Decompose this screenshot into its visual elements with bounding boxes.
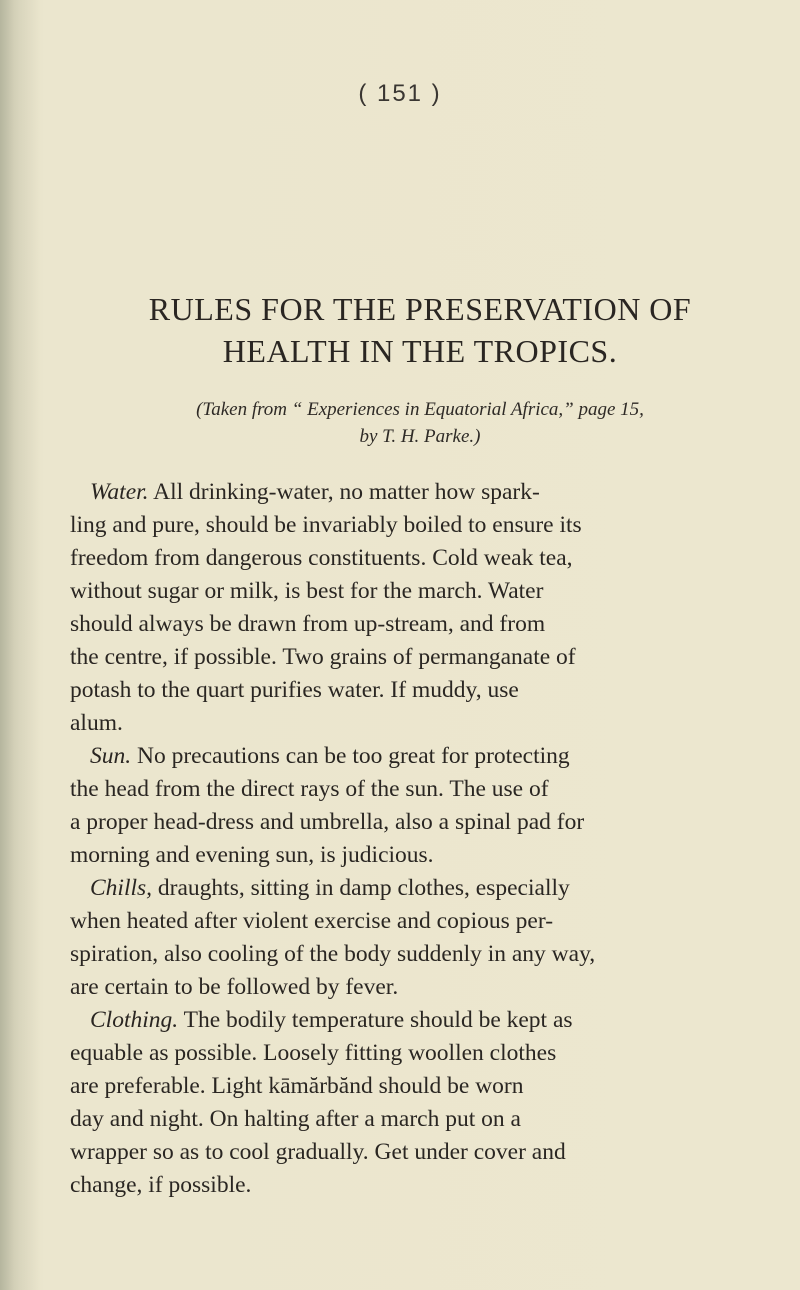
paragraph-line — [70, 1004, 770, 1037]
paragraph-line: spiration, also cooling of the body suddenly in any way, — [70, 941, 596, 967]
body-text — [70, 476, 770, 1202]
paragraph-chills — [70, 872, 770, 1004]
title-line-2: HEALTH IN THE TROPICS. — [222, 333, 618, 369]
paragraph-lead: Water. — [90, 479, 149, 505]
source-line-2: by T. H. Parke.) — [359, 426, 481, 447]
paragraph-line: should always be drawn from up-stream, and from — [70, 611, 546, 637]
page-title — [60, 288, 780, 372]
paragraph-line: day and night. On halting after a march put on a — [70, 1106, 521, 1132]
paragraph-line: morning and evening sun, is judicious. — [70, 842, 434, 868]
paragraph-line: a proper head-dress and umbrella, also a spinal pad for — [70, 809, 585, 835]
paragraph-line: freedom from dangerous constituents. Cold weak tea, — [70, 545, 573, 571]
paragraph-lead: Sun. — [90, 743, 132, 769]
paragraph-line — [70, 476, 770, 509]
paragraph-line — [70, 740, 770, 773]
paragraph-line: when heated after violent exercise and copious per- — [70, 908, 554, 934]
title-line-1: RULES FOR THE PRESERVATION OF — [148, 291, 692, 327]
binding-shadow — [0, 0, 40, 1290]
paragraph-line: are certain to be followed by fever. — [70, 974, 399, 1000]
paragraph-line-text: draughts, sitting in damp clothes, especially — [152, 875, 570, 901]
paragraph-line: change, if possible. — [70, 1172, 252, 1198]
paragraph-line: without sugar or milk, is best for the march. Water — [70, 578, 544, 604]
paragraph-line-text: No precautions can be too great for protecting — [131, 743, 570, 769]
paragraph-line: are preferable. Light kāmărbănd should be worn — [70, 1073, 524, 1099]
paragraph-line-text: The bodily temperature should be kept as — [178, 1007, 573, 1033]
paragraph-water — [70, 476, 770, 740]
paragraph-clothing — [70, 1004, 770, 1202]
paragraph-line — [70, 872, 770, 905]
paragraph-line: wrapper so as to cool gradually. Get under cover and — [70, 1139, 566, 1165]
paragraph-line: alum. — [70, 710, 123, 736]
paragraph-line: potash to the quart purifies water. If muddy, use — [70, 677, 519, 703]
paragraph-lead: Clothing. — [90, 1007, 179, 1033]
paragraph-line: equable as possible. Loosely fitting woollen clothes — [70, 1040, 557, 1066]
paragraph-lead: Chills, — [90, 875, 153, 901]
paragraph-line: ling and pure, should be invariably boiled to ensure its — [70, 512, 582, 538]
paragraph-line: the head from the direct rays of the sun. The use of — [70, 776, 549, 802]
source-line-1: (Taken from “ Experiences in Equatorial Africa,” page 15, — [196, 399, 644, 420]
page-number: ( 151 ) — [358, 80, 442, 107]
source-citation — [60, 396, 780, 450]
paragraph-line: the centre, if possible. Two grains of permanganate of — [70, 644, 576, 670]
paragraph-line-text: All drinking-water, no matter how spark- — [148, 479, 540, 505]
paragraph-sun — [70, 740, 770, 872]
